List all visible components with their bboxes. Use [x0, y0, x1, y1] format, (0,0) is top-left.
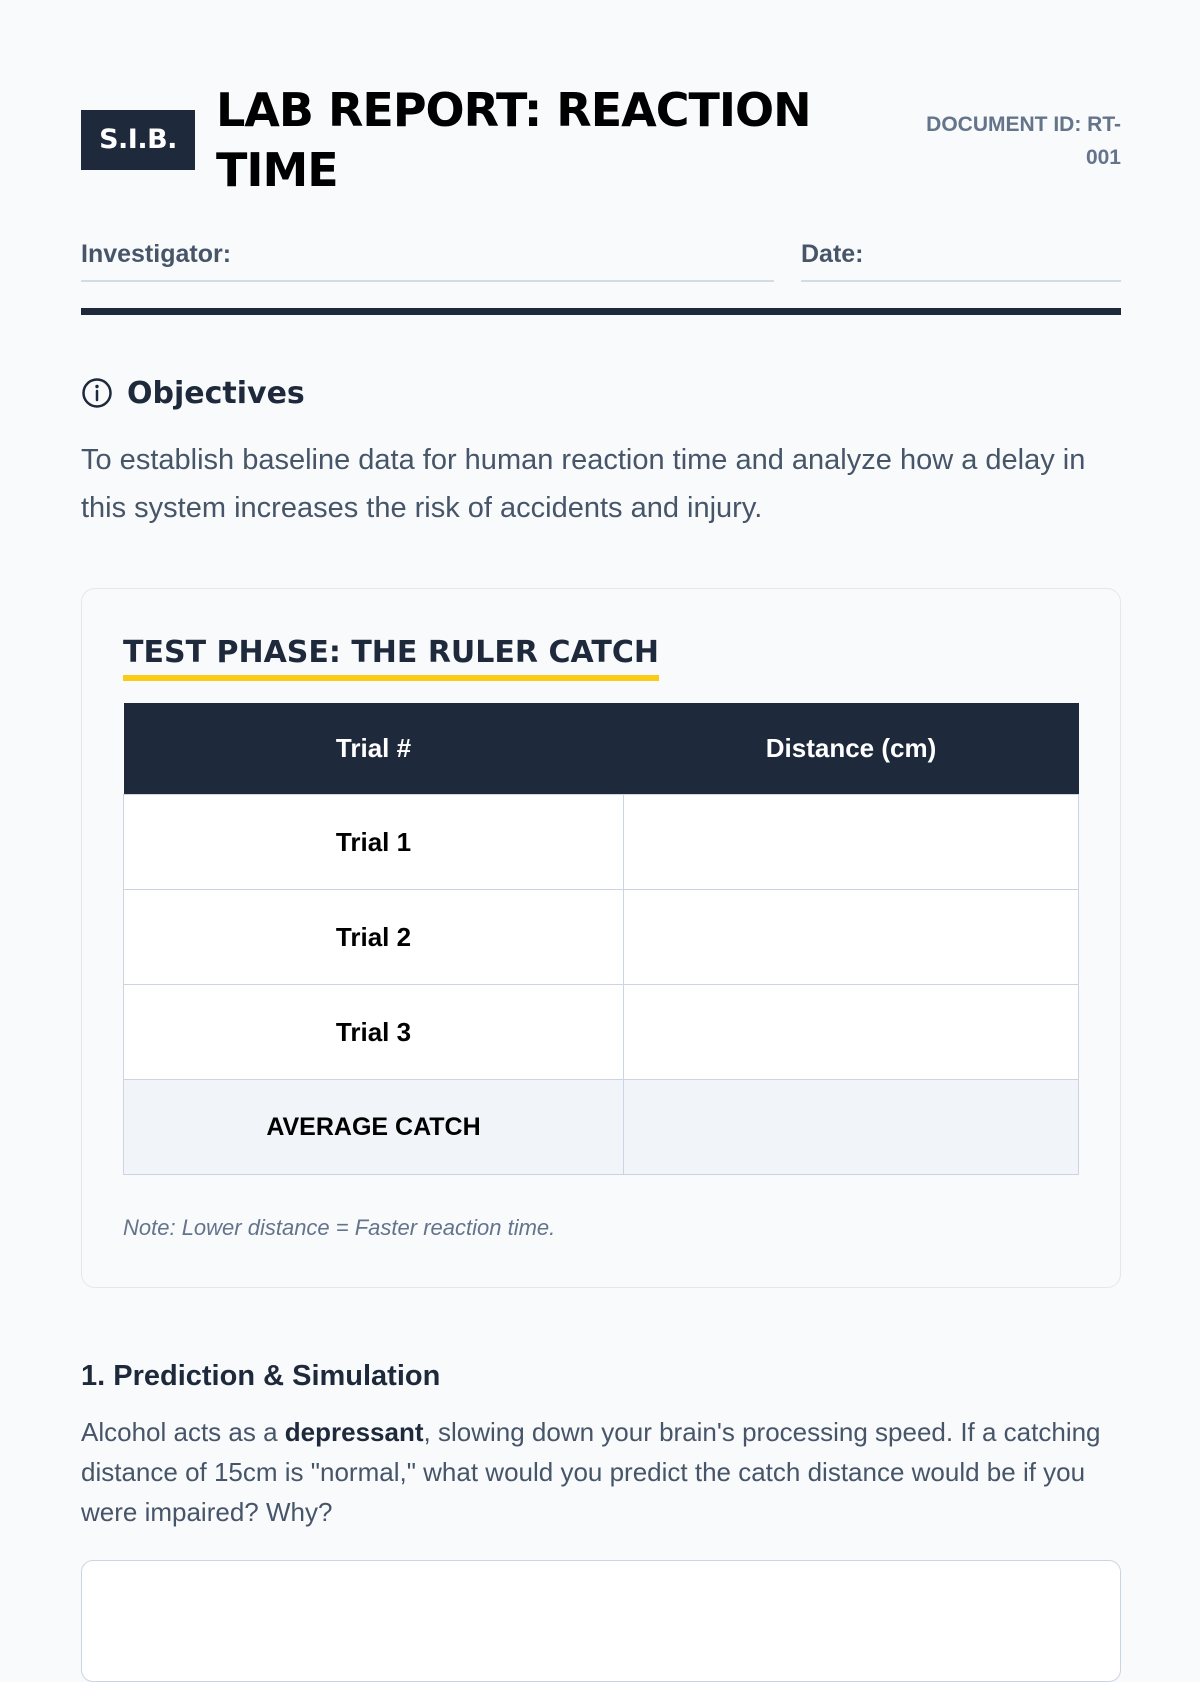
- date-field[interactable]: [801, 232, 1121, 282]
- table-header-row: [124, 703, 1079, 795]
- test-phase-panel: [81, 588, 1121, 1288]
- table-row: [124, 890, 1079, 985]
- page-title: LAB REPORT: REACTION TIME: [216, 83, 811, 197]
- test-phase-title: TEST PHASE: THE RULER CATCH: [123, 633, 659, 681]
- section-1-text: [81, 1412, 1121, 1532]
- distance-input-cell[interactable]: [624, 890, 1079, 985]
- distance-input-cell[interactable]: [624, 795, 1079, 890]
- distance-input-cell[interactable]: [624, 985, 1079, 1080]
- table-row: [124, 985, 1079, 1080]
- section-1-heading: 1. Prediction & Simulation: [81, 1360, 441, 1392]
- document-id: DOCUMENT ID: RT-001: [926, 113, 1121, 169]
- trial-label: Trial 2: [124, 890, 624, 985]
- trial-label: Trial 3: [124, 985, 624, 1080]
- section-1-text-end: , slowing down your brain's processing speed. If a catching distance of 15cm is "normal," what would you predict the catch distance would be if you were impaired? Why?: [81, 1417, 1101, 1527]
- average-input-cell[interactable]: [624, 1080, 1079, 1175]
- average-row: [124, 1080, 1079, 1175]
- trial-label: Trial 1: [124, 795, 624, 890]
- test-phase-note: Note: Lower distance = Faster reaction time.: [123, 1215, 556, 1240]
- objectives-text: To establish baseline data for human reaction time and analyze how a delay in this system increases the risk of accidents and injury.: [81, 444, 1086, 524]
- investigator-field[interactable]: [81, 232, 774, 282]
- info-icon: [81, 377, 113, 409]
- column-header-trial: Trial #: [124, 703, 624, 795]
- logo: S.I.B.: [81, 110, 195, 170]
- section-1-text-start: Alcohol acts as a: [81, 1417, 285, 1447]
- objectives-title: Objectives: [127, 375, 305, 411]
- table-row: [124, 795, 1079, 890]
- section-1-emphasis: depressant: [284, 1417, 424, 1447]
- ruler-catch-table: [123, 703, 1079, 1175]
- header-divider: [81, 308, 1121, 315]
- date-label: Date:: [801, 240, 864, 268]
- average-label: AVERAGE CATCH: [124, 1080, 624, 1175]
- report-meta: [81, 232, 1121, 282]
- investigator-label: Investigator:: [81, 240, 232, 268]
- prediction-answer-box[interactable]: [81, 1560, 1121, 1682]
- column-header-distance: Distance (cm): [624, 703, 1079, 795]
- objectives-heading: [81, 368, 305, 418]
- report-header: [81, 80, 1121, 200]
